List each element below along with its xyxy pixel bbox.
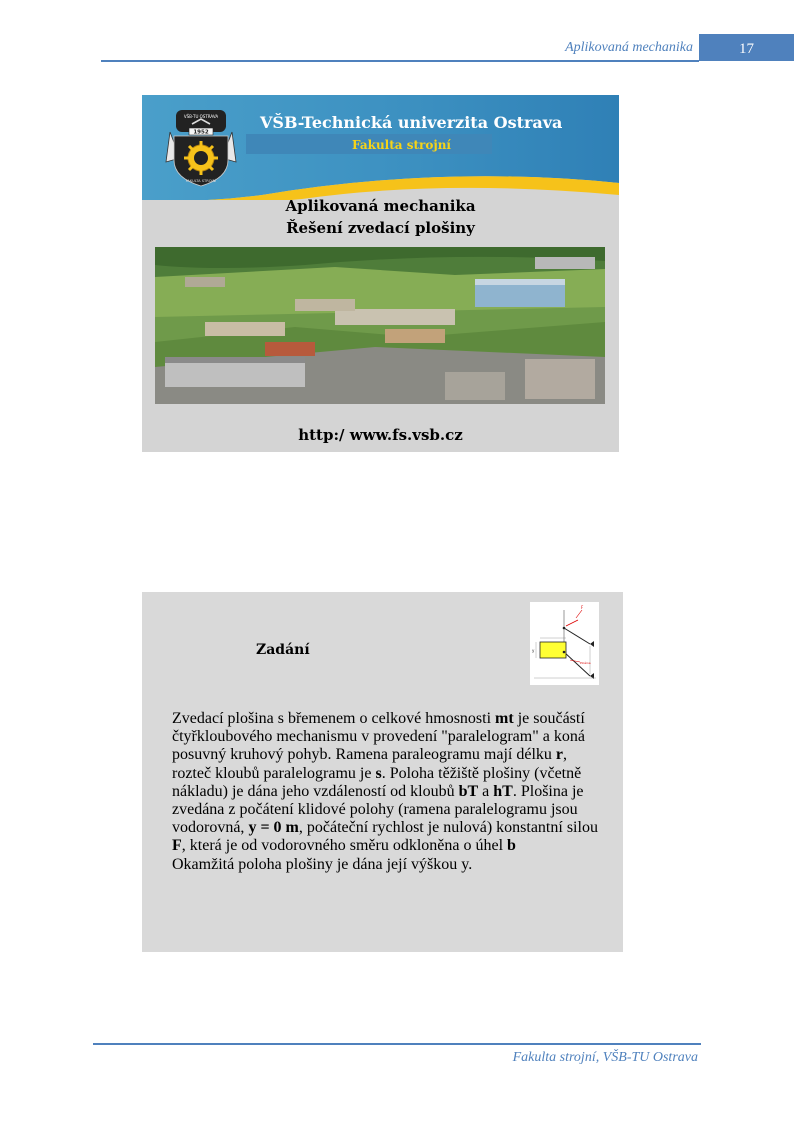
logo-bottom-text: FAKULTA STROJNÍ <box>185 179 217 183</box>
faculty-name: Fakulta strojní <box>352 138 451 152</box>
assignment-heading: Zadání <box>256 642 310 658</box>
slide-title-line2: Řešení zvedací plošiny <box>286 219 475 237</box>
header-divider <box>101 60 699 62</box>
footer-text: Fakulta strojní, VŠB-TU Ostrava <box>512 1050 698 1065</box>
assignment-slide <box>142 592 623 952</box>
assignment-paragraph-2: Okamžitá poloha plošiny je dána její výškou y. <box>172 855 473 873</box>
diagram-label-y: y <box>532 648 535 653</box>
footer-divider <box>93 1043 701 1045</box>
diagram-label-f: F <box>581 605 584 610</box>
page-number: 17 <box>699 34 794 61</box>
logo-year: 1952 <box>193 129 209 136</box>
assignment-text <box>172 710 602 874</box>
title-slide <box>142 95 619 452</box>
logo-top-text: VŠB-TU OSTRAVA <box>183 114 219 119</box>
campus-aerial-photo <box>155 247 605 404</box>
platform-mechanism-diagram <box>530 602 599 685</box>
faculty-url: http:/ www.fs.vsb.cz <box>298 426 463 444</box>
diagram-label-platform: Plošina <box>580 661 591 665</box>
slide-title-line1: Aplikovaná mechanika <box>285 197 476 215</box>
university-name: VŠB-Technická univerzita Ostrava <box>260 113 563 132</box>
assignment-paragraph: Zvedací plošina s břemenem o celkové hmosnosti mt je součástí čtyřkloubového mechanismu v provedení "paralelogram" a koná posuvný kruhový pohyb. Ramena paraleogramu mají délku r, rozteč kloubů paralelogramu je s. Poloha těžiště plošiny (včetně nákladu) je dána jeho vzdáleností od kloubů bT a hT. Plošina je zvedána z počátení klidové polohy (ramena paralelogramu jsou vodorovná, y = 0 m, počáteční rychlost je nulová) konstantní silou F, která je od vodorovného směru odkloněna o úhel b <box>172 710 598 855</box>
faculty-logo <box>162 102 240 188</box>
header-title: Aplikovaná mechanika <box>565 40 693 55</box>
